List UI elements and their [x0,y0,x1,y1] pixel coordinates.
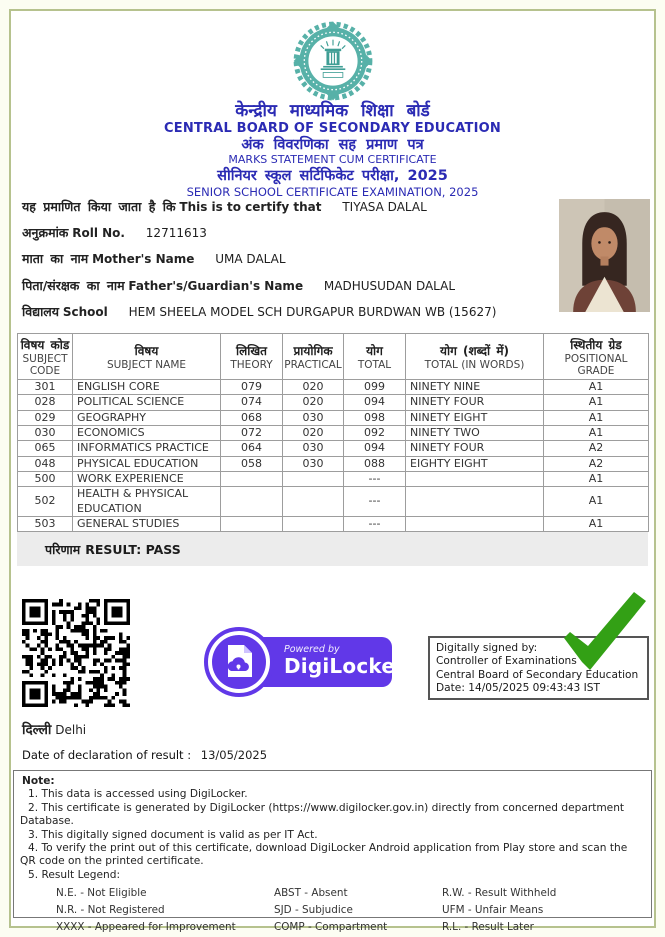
school-line [22,299,552,325]
signature-line-1: Digitally signed by: [436,642,538,654]
table-row: 065 INFORMATICS PRACTICE 064 030 094 NINETY FOUR A2 [18,441,649,456]
roll-line [22,220,552,246]
certify-label-english: This is to certify that [179,200,322,214]
result-value: RESULT: PASS [85,541,181,557]
certify-line [22,194,552,220]
table-row: 048 PHYSICAL EDUCATION 058 030 088 EIGHTY EIGHT A2 [18,456,649,471]
student-photo [559,199,650,312]
certify-label-hindi: यह प्रमाणित किया जाता है कि [22,199,176,214]
result-band [17,532,648,566]
checkmark-icon [556,592,648,674]
place-hindi: दिल्ली [22,722,52,738]
declaration-date: 13/05/2025 [200,748,268,762]
org-name-hindi: केन्द्रीय माध्यमिक शिक्षा बोर्ड [235,101,430,121]
digilocker-badge [204,627,406,697]
signature-line-2: Controller of Examinations [436,655,577,668]
school-label-english: School [62,304,108,319]
note-title: Note: [22,775,55,787]
declaration-line [22,748,267,762]
legend-item: N.R. - Not Registered [56,904,165,917]
result-legend [56,885,643,936]
table-row: 028 POLITICAL SCIENCE 074 020 094 NINETY FOUR A1 [18,395,649,410]
table-row: 029 GEOGRAPHY 068 030 098 NINETY EIGHT A1 [18,410,649,425]
roll-number-value: 12711613 [145,226,207,241]
legend-item: N.E. - Not Eligible [56,887,147,900]
roll-label-hindi: अनुक्रमांक [22,225,69,241]
col-practical: प्रायोगिक PRACTICAL [283,334,344,380]
legend-item: R.L. - Result Later [442,921,534,934]
note-item-1: 1. This data is accessed using DigiLocker. [28,788,248,801]
mother-name-value: UMA DALAL [215,252,286,267]
table-header-row [18,334,649,380]
col-subject-name: विषय SUBJECT NAME [73,334,221,380]
father-line [22,273,552,299]
declaration-label: Date of declaration of result : [22,748,192,762]
table-row: 502 HEALTH & PHYSICAL EDUCATION --- A1 [18,487,649,517]
table-row: 503 GENERAL STUDIES --- A1 [18,516,649,531]
table-row: 500 WORK EXPERIENCE --- A1 [18,471,649,486]
father-name-value: MADHUSUDAN DALAL [323,278,456,293]
table-row: 301 ENGLISH CORE 079 020 099 NINETY NINE A1 [18,380,649,395]
roll-label-english: Roll No. [72,226,125,241]
doc-title-hindi: अंक विवरणिका सह प्रमाण पत्र [241,137,424,154]
digilocker-brand-label: DigiLocker [284,654,406,678]
legend-item: XXXX - Appeared for Improvement [56,921,236,934]
cbse-emblem-icon [292,20,374,102]
student-name-value: TIYASA DALAL [342,200,427,214]
document-header [0,101,665,199]
marks-table [17,333,649,532]
qr-code [22,599,130,707]
marks-section [17,333,648,566]
doc-title-english: MARKS STATEMENT CUM CERTIFICATE [228,153,437,167]
mother-label-english: Mother's Name [92,252,195,267]
org-name-english: CENTRAL BOARD OF SECONDARY EDUCATION [164,121,501,137]
col-total-words: योग (शब्दों में) TOTAL (IN WORDS) [406,334,544,380]
legend-item: COMP - Compartment [274,921,388,934]
school-name-value: HEM SHEELA MODEL SCH DURGAPUR BURDWAN WB (15627) [128,304,497,319]
note-box [13,770,652,934]
digilocker-logo-icon [204,627,274,697]
father-label-english: Father's/Guardian's Name [128,278,304,293]
place-english: Delhi [55,723,87,737]
note-item-2: 2. This certificate is generated by DigiLocker (https://www.digilocker.gov.in) directly from concerned department Database. [20,801,625,828]
digilocker-powered-by-label: Powered by [284,644,340,655]
legend-item: SJD - Subjudice [274,904,353,917]
table-row: 030 ECONOMICS 072 020 092 NINETY TWO A1 [18,426,649,441]
col-total: योग TOTAL [344,334,406,380]
father-label-hindi: पिता/संरक्षक का नाम [22,277,125,293]
note-item-3: 3. This digitally signed document is valid as per IT Act. [28,828,318,841]
exam-title-english: SENIOR SCHOOL CERTIFICATE EXAMINATION, 2025 [186,184,479,199]
signature-line-3: Central Board of Secondary Education [436,668,639,681]
note-item-4: 4. To verify the print out of this certificate, download DigiLocker Android application from Play store and scan the QR code on the printed certificate. [20,842,628,868]
col-theory: लिखित THEORY [221,334,283,380]
school-label-hindi: विद्यालय [22,303,60,319]
mother-label-hindi: माता का नाम [22,251,89,267]
exam-title-hindi: सीनियर स्कूल सर्टिफिकेट परीक्षा, 2025 [217,168,448,185]
signature-line-4: Date: 14/05/2025 09:43:43 IST [436,682,600,695]
mother-line [22,246,552,272]
note-item-5: 5. Result Legend: [28,868,121,881]
col-subject-code: विषय कोड SUBJECT CODE [18,334,73,380]
legend-item: R.W. - Result Withheld [442,887,557,900]
place-line [22,720,86,738]
student-info [22,194,552,325]
legend-item: ABST - Absent [274,887,348,900]
col-positional-grade: स्थितीय ग्रेड POSITIONAL GRADE [544,334,649,380]
result-label-hindi: परिणाम [45,541,81,557]
legend-item: UFM - Unfair Means [442,904,544,917]
